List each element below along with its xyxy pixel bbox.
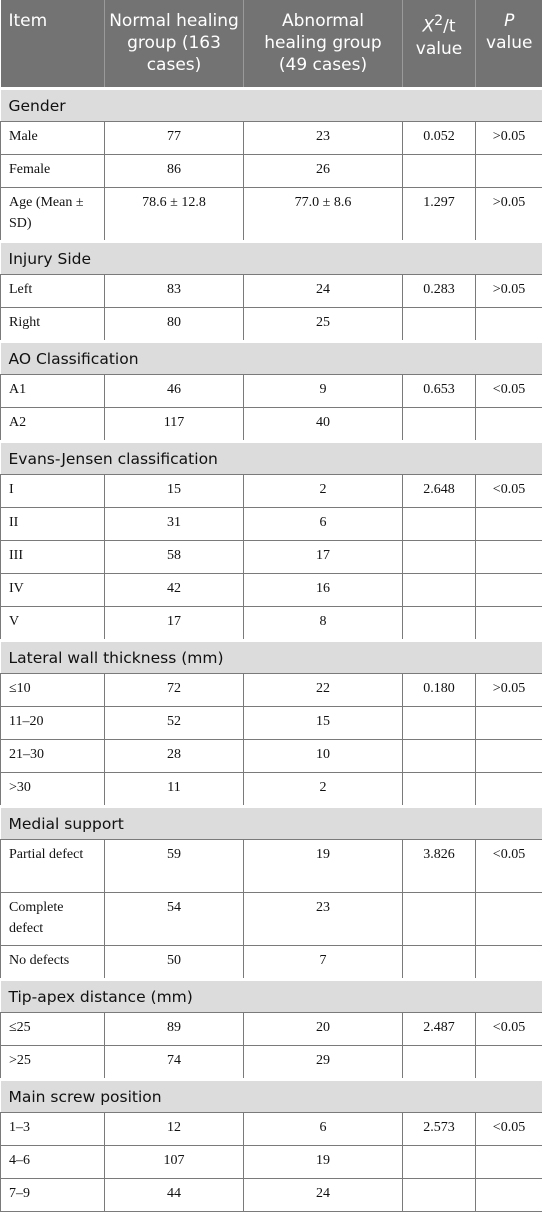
abnormal-cell: 9 [244,374,403,407]
abnormal-cell: 40 [244,407,403,441]
header-stat-superscript: 2 [434,13,443,29]
section-row [1,640,542,673]
table-row [1,1012,542,1045]
table-row [1,673,542,706]
p-cell [476,1145,542,1178]
p-cell [476,706,542,739]
header-stat-symbol: X [422,17,434,37]
abnormal-cell: 24 [244,1178,403,1211]
abnormal-cell: 23 [244,121,403,154]
table-row [1,187,542,241]
normal-cell: 28 [105,739,244,772]
stat-cell: 0.180 [403,673,476,706]
p-cell [476,1045,542,1079]
section-row [1,88,542,121]
row-label: A1 [1,374,105,407]
p-cell: <0.05 [476,374,542,407]
table-row [1,540,542,573]
row-label: >30 [1,772,105,806]
stat-cell [403,1045,476,1079]
normal-cell: 50 [105,945,244,979]
table-row [1,274,542,307]
stat-cell: 0.052 [403,121,476,154]
section-row [1,806,542,839]
header-abnormal: Abnormal healing group (49 cases) [244,0,403,88]
abnormal-cell: 20 [244,1012,403,1045]
stat-cell [403,945,476,979]
p-cell: >0.05 [476,673,542,706]
table-row [1,1145,542,1178]
table-row [1,407,542,441]
table-row [1,507,542,540]
row-label: A2 [1,407,105,441]
stat-cell: 0.283 [403,274,476,307]
p-cell [476,892,542,945]
section-ao: AO Classification [1,341,542,374]
row-label: 1–3 [1,1112,105,1145]
p-cell [476,1178,542,1211]
normal-cell: 77 [105,121,244,154]
table-row [1,772,542,806]
header-p-suffix: value [486,33,532,53]
p-cell: <0.05 [476,839,542,892]
abnormal-cell: 10 [244,739,403,772]
abnormal-cell: 6 [244,1112,403,1145]
row-label: 7–9 [1,1178,105,1211]
p-cell [476,307,542,341]
p-cell [476,540,542,573]
p-cell [476,507,542,540]
row-label: >25 [1,1045,105,1079]
p-cell [476,407,542,441]
p-cell [476,739,542,772]
table-row [1,739,542,772]
section-row [1,341,542,374]
header-row [1,0,542,88]
normal-cell: 59 [105,839,244,892]
p-cell [476,154,542,187]
row-label: Right [1,307,105,341]
stat-cell [403,892,476,945]
section-row [1,241,542,274]
normal-cell: 11 [105,772,244,806]
p-cell [476,606,542,640]
abnormal-cell: 17 [244,540,403,573]
section-lateral: Lateral wall thickness (mm) [1,640,542,673]
table-row [1,706,542,739]
table-row [1,154,542,187]
normal-cell: 83 [105,274,244,307]
row-label: Partial defect [1,839,105,892]
normal-cell: 80 [105,307,244,341]
abnormal-cell: 2 [244,772,403,806]
abnormal-cell: 23 [244,892,403,945]
table-row [1,839,542,892]
stat-cell [403,540,476,573]
row-label: No defects [1,945,105,979]
row-label: 4–6 [1,1145,105,1178]
abnormal-cell: 7 [244,945,403,979]
abnormal-cell: 16 [244,573,403,606]
stat-cell: 2.648 [403,474,476,507]
row-label: IV [1,573,105,606]
header-stat-suffix: /t value [416,17,462,59]
p-cell: <0.05 [476,474,542,507]
table-row [1,606,542,640]
normal-cell: 12 [105,1112,244,1145]
row-label: ≤25 [1,1012,105,1045]
normal-cell: 89 [105,1012,244,1045]
table-row [1,474,542,507]
row-label: Male [1,121,105,154]
stat-cell: 2.573 [403,1112,476,1145]
stat-cell: 3.826 [403,839,476,892]
stat-cell [403,1178,476,1211]
table-row [1,945,542,979]
normal-cell: 44 [105,1178,244,1211]
normal-cell: 15 [105,474,244,507]
p-cell [476,573,542,606]
stat-cell [403,606,476,640]
p-cell: >0.05 [476,274,542,307]
abnormal-cell: 19 [244,839,403,892]
abnormal-cell: 15 [244,706,403,739]
section-medial: Medial support [1,806,542,839]
stat-cell: 2.487 [403,1012,476,1045]
normal-cell: 74 [105,1045,244,1079]
normal-cell: 17 [105,606,244,640]
table-row [1,892,542,945]
table-row [1,307,542,341]
abnormal-cell: 26 [244,154,403,187]
section-row [1,1079,542,1112]
normal-cell: 107 [105,1145,244,1178]
header-stat [403,0,476,88]
p-cell: <0.05 [476,1012,542,1045]
p-cell: >0.05 [476,121,542,154]
p-cell [476,945,542,979]
section-gender: Gender [1,88,542,121]
normal-cell: 86 [105,154,244,187]
stat-cell [403,407,476,441]
header-p [476,0,542,88]
row-label: Complete defect [1,892,105,945]
header-p-symbol: P [504,11,514,31]
abnormal-cell: 22 [244,673,403,706]
abnormal-cell: 6 [244,507,403,540]
abnormal-cell: 77.0 ± 8.6 [244,187,403,241]
p-cell [476,772,542,806]
abnormal-cell: 19 [244,1145,403,1178]
normal-cell: 31 [105,507,244,540]
table-row [1,1178,542,1211]
abnormal-cell: 24 [244,274,403,307]
stat-cell [403,573,476,606]
normal-cell: 54 [105,892,244,945]
abnormal-cell: 25 [244,307,403,341]
stat-cell: 0.653 [403,374,476,407]
section-row [1,441,542,474]
section-screw: Main screw position [1,1079,542,1112]
row-label: 11–20 [1,706,105,739]
normal-cell: 42 [105,573,244,606]
row-label: Left [1,274,105,307]
stat-cell [403,507,476,540]
table-row [1,1045,542,1079]
stat-cell [403,772,476,806]
table-row [1,121,542,154]
row-label: V [1,606,105,640]
table-row [1,374,542,407]
table-row [1,573,542,606]
stat-cell [403,1145,476,1178]
stat-cell: 1.297 [403,187,476,241]
section-evans: Evans-Jensen classification [1,441,542,474]
row-label: II [1,507,105,540]
normal-cell: 72 [105,673,244,706]
abnormal-cell: 2 [244,474,403,507]
section-injury-side: Injury Side [1,241,542,274]
stat-cell [403,706,476,739]
row-label: 21–30 [1,739,105,772]
normal-cell: 46 [105,374,244,407]
abnormal-cell: 29 [244,1045,403,1079]
p-cell: >0.05 [476,187,542,241]
stat-cell [403,154,476,187]
row-label: Female [1,154,105,187]
header-item: Item [1,0,105,88]
normal-cell: 78.6 ± 12.8 [105,187,244,241]
normal-cell: 52 [105,706,244,739]
p-cell: <0.05 [476,1112,542,1145]
table-row [1,1112,542,1145]
normal-cell: 58 [105,540,244,573]
section-tad: Tip-apex distance (mm) [1,979,542,1012]
section-row [1,979,542,1012]
row-label: I [1,474,105,507]
row-label: Age (Mean ± SD) [1,187,105,241]
stat-cell [403,739,476,772]
normal-cell: 117 [105,407,244,441]
row-label: III [1,540,105,573]
row-label: ≤10 [1,673,105,706]
stat-cell [403,307,476,341]
abnormal-cell: 8 [244,606,403,640]
header-normal: Normal healing group (163 cases) [105,0,244,88]
